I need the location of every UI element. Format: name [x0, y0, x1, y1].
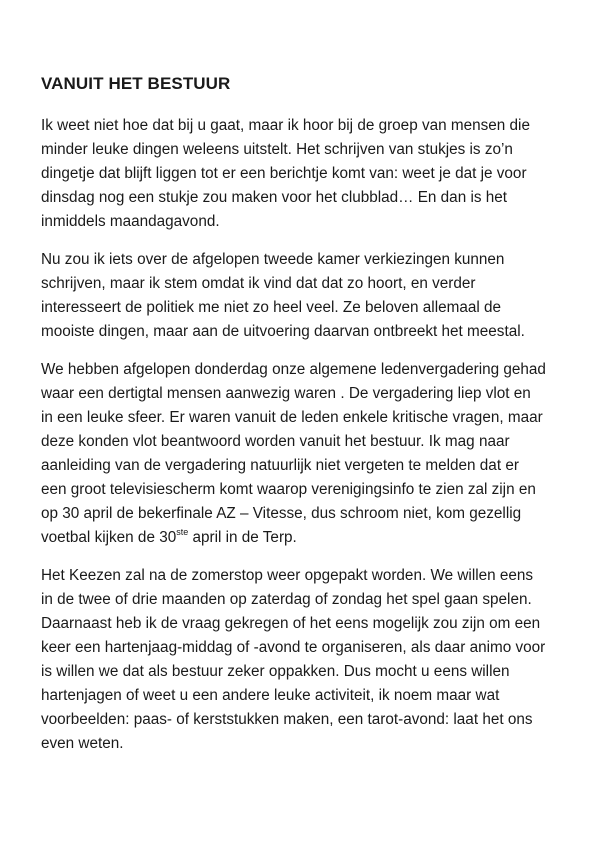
paragraph-line: Het Keezen zal na de zomerstop weer opgepakt worden. We willen eens	[41, 567, 534, 584]
paragraph-line: mooiste dingen, maar aan de uitvoering daarvan ontbreekt het meestal.	[41, 323, 525, 340]
paragraph-line: inmiddels maandagavond.	[41, 213, 220, 230]
paragraph-line: even weten.	[41, 735, 124, 752]
paragraph-line: voorbeelden: paas- of kerststukken maken, een tarot-avond: laat het ons	[41, 711, 533, 728]
paragraph-line: hartenjagen of weet u een andere leuke activiteit, ik noem maar wat	[41, 687, 500, 704]
paragraph-line: aanleiding van de vergadering natuurlijk niet vergeten te melden dat er	[41, 457, 519, 474]
line-text-after: april in de Terp.	[188, 529, 297, 546]
paragraph-line: Nu zou ik iets over de afgelopen tweede kamer verkiezingen kunnen	[41, 251, 505, 268]
line-text-before: voetbal kijken de 30	[41, 529, 177, 546]
document-page	[41, 72, 571, 770]
paragraph-line: minder leuke dingen weleens uitstelt. Het schrijven van stukjes is zo’n	[41, 141, 513, 158]
paragraph-line: in een leuke sfeer. Er waren vanuit de leden enkele kritische vragen, maar	[41, 409, 543, 426]
paragraph-line: dinsdag nog een stukje zou maken voor het clubblad… En dan is het	[41, 189, 508, 206]
paragraph-line: dingetje dat blijft liggen tot er een berichtje komt van: weet je dat je voor	[41, 165, 527, 182]
paragraph-line: keer een hartenjaag-middag of -avond te organiseren, als daar animo voor	[41, 639, 546, 656]
paragraph-1	[41, 114, 571, 234]
paragraph-3	[41, 358, 571, 550]
paragraph-line: We hebben afgelopen donderdag onze algemene ledenvergadering gehad	[41, 361, 546, 378]
paragraph-line: interesseert de politiek me niet zo heel veel. Ze beloven allemaal de	[41, 299, 502, 316]
paragraph-line: een groot televisiescherm komt waarop verenigingsinfo te zien zal zijn en	[41, 481, 536, 498]
paragraph-line: deze konden vlot beantwoord worden vanuit het bestuur. Ik mag naar	[41, 433, 510, 450]
paragraph-line: in de twee of drie maanden op zaterdag of zondag het spel gaan spelen.	[41, 591, 532, 608]
ordinal-superscript: ste	[176, 526, 189, 537]
document-heading: VANUIT HET BESTUUR	[41, 74, 231, 93]
paragraph-line: Daarnaast heb ik de vraag gekregen of het eens mogelijk zou zijn om een	[41, 615, 541, 632]
paragraph-line-with-superscript	[41, 526, 571, 550]
paragraph-line: waar een dertigtal mensen aanwezig waren . De vergadering liep vlot en	[41, 385, 531, 402]
paragraph-line: is willen we dat als bestuur zeker oppakken. Dus mocht u eens willen	[41, 663, 510, 680]
paragraph-line: op 30 april de bekerfinale AZ – Vitesse, dus schroom niet, kom gezellig	[41, 505, 522, 522]
paragraph-line: Ik weet niet hoe dat bij u gaat, maar ik hoor bij de groep van mensen die	[41, 117, 530, 134]
paragraph-4	[41, 564, 571, 756]
paragraph-line: schrijven, maar ik stem omdat ik vind dat dat zo hoort, en verder	[41, 275, 476, 292]
paragraph-2	[41, 248, 571, 344]
